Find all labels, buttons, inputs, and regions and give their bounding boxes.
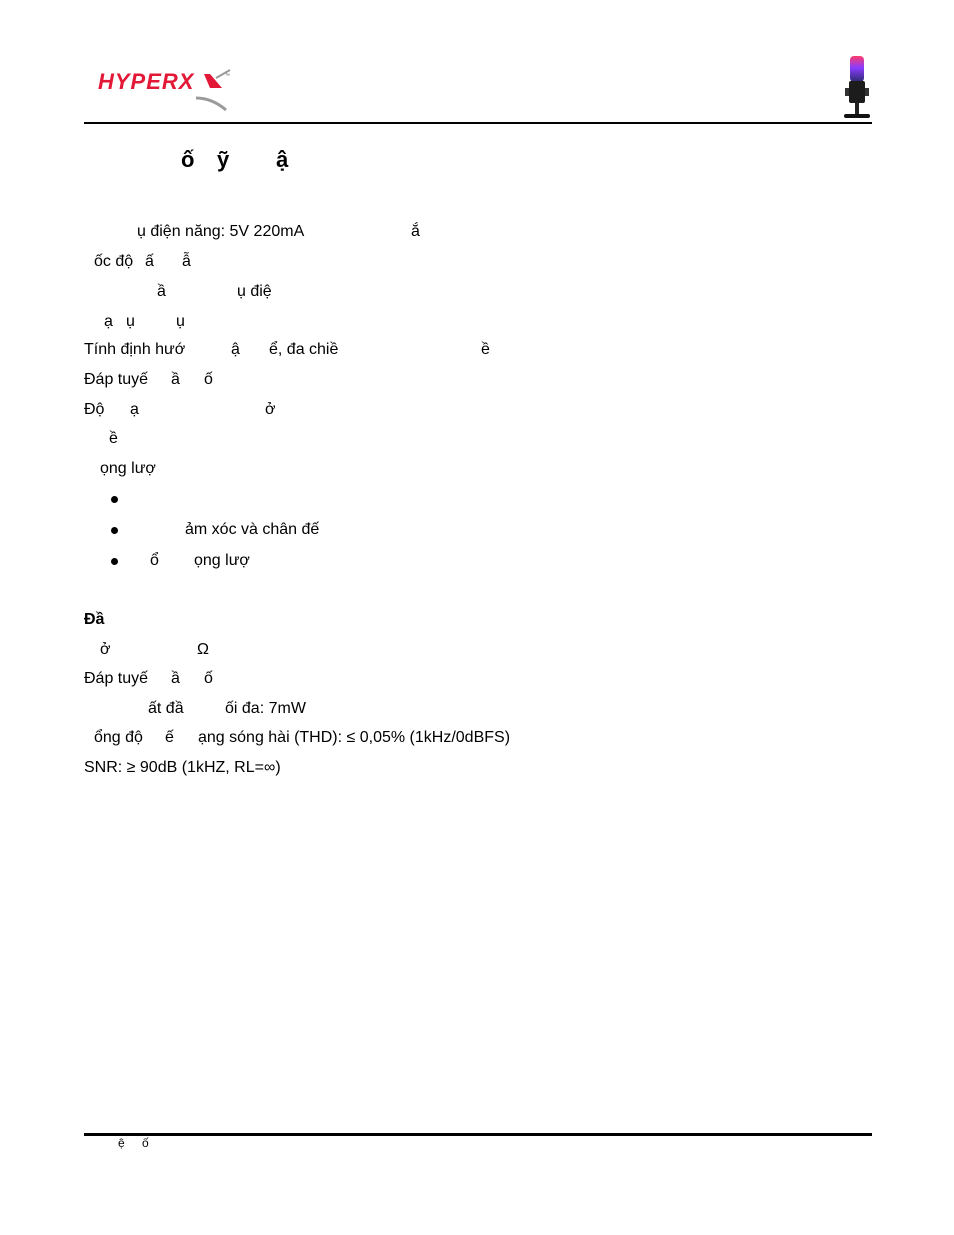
microphone-image	[840, 54, 874, 120]
spec-text: ụ	[126, 313, 135, 330]
page-title-part: ỹ	[217, 147, 230, 172]
page-title-part: ố	[181, 147, 195, 172]
spec-text: ố	[204, 670, 213, 687]
spec-text: SNR: ≥ 90dB (1kHZ, RL=∞)	[84, 759, 281, 776]
spec-text: ạ	[130, 401, 139, 418]
spec-text: Đáp tuyế	[84, 371, 149, 388]
spec-text: ổng độ	[94, 729, 143, 746]
spec-text: ậ	[231, 341, 240, 358]
spec-text: ẫ	[182, 253, 191, 270]
microphone-icon	[840, 54, 874, 120]
spec-text: ạ	[104, 313, 113, 330]
section-heading: Đầ	[84, 611, 105, 628]
bullet-dot	[111, 558, 118, 565]
spec-text: ố	[204, 371, 213, 388]
spec-text: ụ điện năng: 5V 220mA	[137, 223, 305, 240]
spec-text: ể, đa chiề	[269, 341, 339, 358]
footer-text: ố	[142, 1136, 149, 1150]
bullet-dot	[111, 496, 118, 503]
spec-text: ạng sóng hài (THD): ≤ 0,05% (1kHz/0dBFS)	[198, 729, 511, 746]
spec-text: ở	[265, 401, 276, 418]
list-item: ổ	[150, 552, 159, 569]
spec-text: Đáp tuyế	[84, 670, 149, 687]
spec-text: ở	[100, 641, 111, 658]
spec-text: ầ	[171, 371, 180, 388]
spec-text: ầ	[171, 670, 180, 687]
spec-text: ắ	[411, 223, 420, 240]
spec-text: ề	[109, 430, 118, 447]
list-item: ảm xóc và chân đế	[185, 521, 320, 538]
spec-text: Độ	[84, 401, 105, 418]
hyperx-logo-icon	[98, 68, 234, 112]
list-item: ọng lượ	[194, 552, 250, 569]
svg-text:™: ™	[225, 73, 230, 79]
bullet-dot	[111, 527, 118, 534]
spec-text: Tính định hướ	[84, 341, 186, 358]
spec-text: ốc độ	[94, 253, 134, 270]
footer-text: ệ	[118, 1136, 125, 1150]
spec-text: ấ	[145, 253, 154, 270]
spec-text: ụ	[176, 313, 185, 330]
spec-text: ụ điệ	[237, 283, 272, 300]
header-divider	[84, 122, 872, 124]
hyperx-logo	[98, 68, 234, 112]
spec-text: Ω	[197, 641, 209, 658]
spec-text: ế	[165, 729, 174, 746]
footer-divider	[84, 1133, 872, 1136]
hyperx-logo-wordmark: HYPERX	[98, 69, 195, 94]
page-title-part: ậ	[276, 147, 289, 172]
spec-text: ầ	[157, 283, 166, 300]
spec-text: ọng lượ	[100, 460, 156, 477]
spec-text: ề	[481, 341, 490, 358]
spec-text: ối đa: 7mW	[225, 700, 306, 717]
spec-text: ất đầ	[148, 700, 184, 717]
